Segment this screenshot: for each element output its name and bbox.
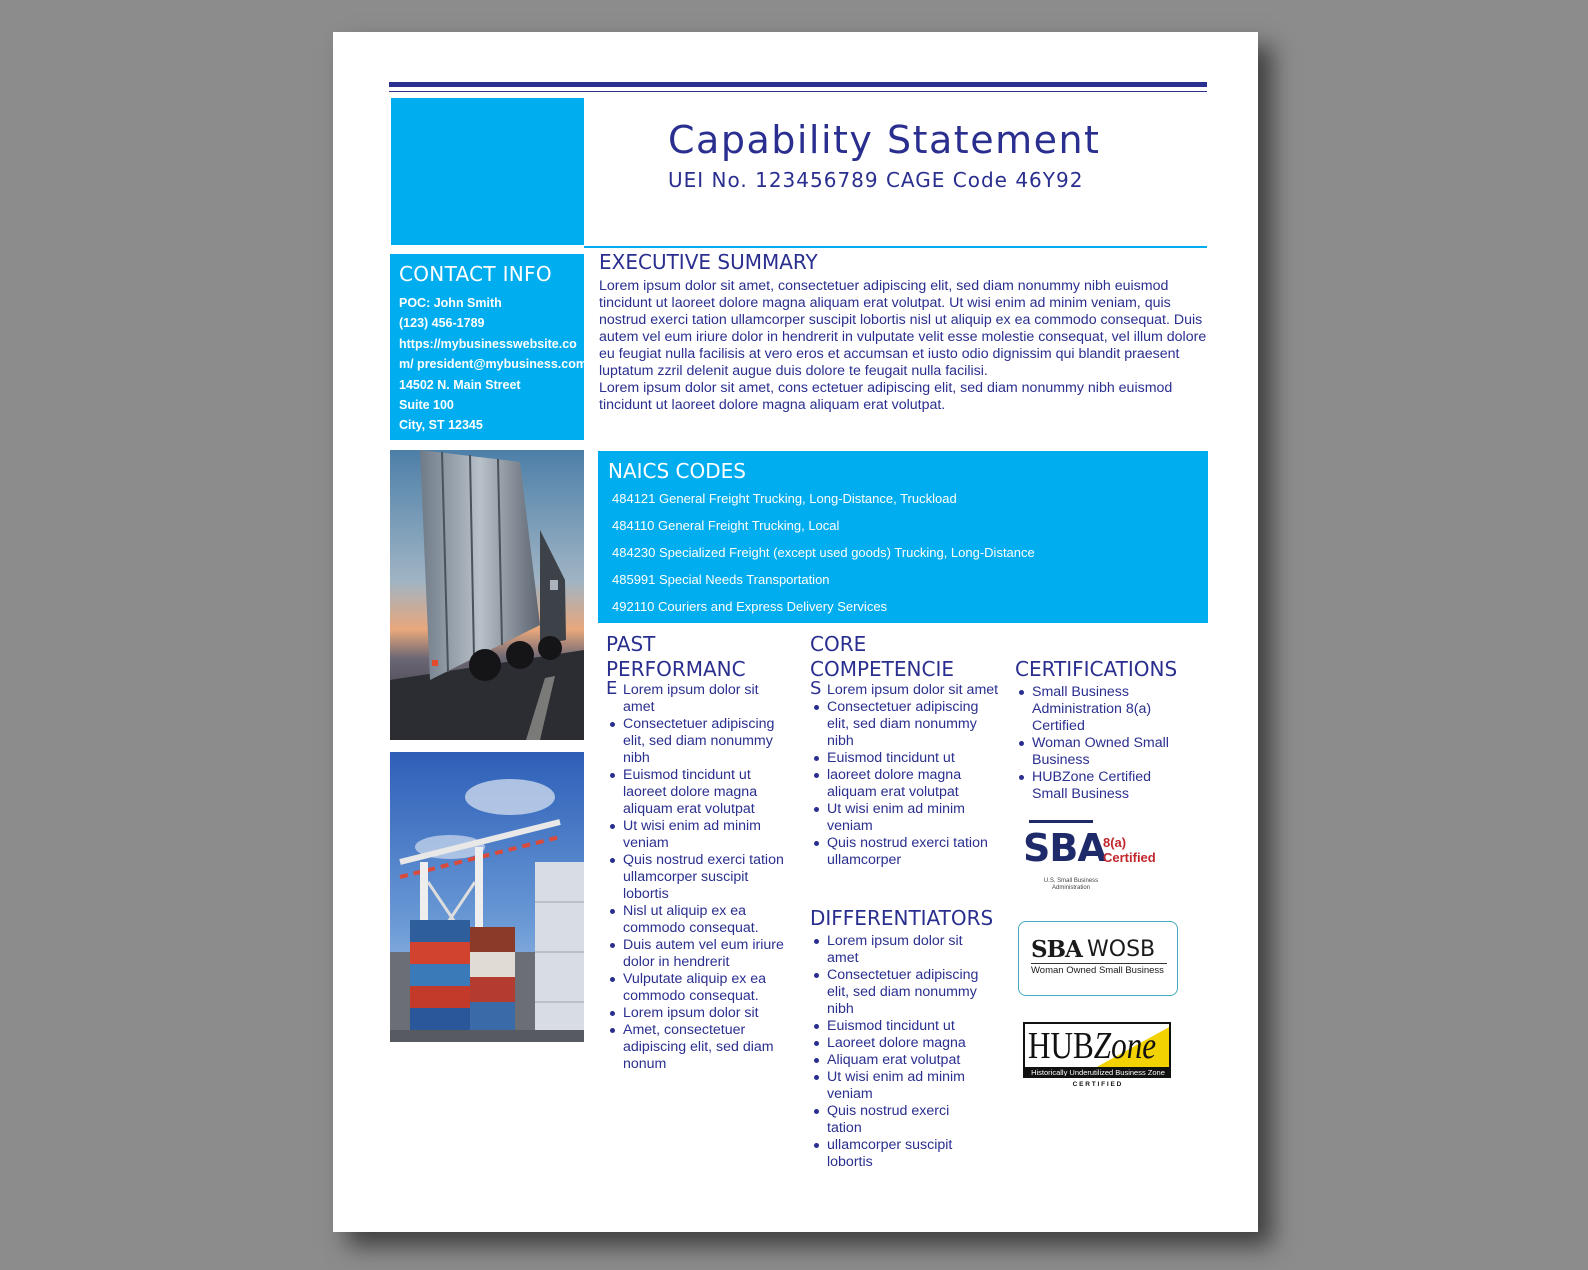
sba-8a-badge-line1: 8(a) bbox=[1103, 835, 1127, 850]
list-item: Amet, consectetuer adipiscing elit, sed diam nonum bbox=[606, 1022, 791, 1073]
list-item: Ut wisi enim ad minim veniam bbox=[606, 818, 791, 852]
certifications-list bbox=[1015, 684, 1200, 803]
contact-street: 14502 N. Main Street bbox=[399, 377, 521, 392]
list-item: laoreet dolore magna aliquam erat volutpat bbox=[810, 767, 1000, 801]
page-subtitle: UEI No. 123456789 CAGE Code 46Y92 bbox=[668, 168, 1084, 192]
sba-logo-mark: SBA bbox=[1023, 826, 1106, 870]
wosb-sba-mark: SBA bbox=[1031, 936, 1082, 963]
sba-8a-caption-line2: Administration bbox=[1051, 885, 1090, 891]
core-competencies-heading-line2: COMPETENCIE bbox=[810, 657, 954, 681]
sba-8a-certified-logo bbox=[1023, 820, 1173, 910]
list-item: Euismod tincidunt ut bbox=[810, 1018, 1010, 1035]
page-title: Capability Statement bbox=[668, 118, 1101, 162]
naics-code: 484121 General Freight Trucking, Long-Distance, Truckload bbox=[612, 491, 957, 506]
list-item: Laoreet dolore magna bbox=[810, 1035, 1010, 1052]
past-performance-heading-line2: PERFORMANC bbox=[606, 657, 746, 681]
hubzone-frame bbox=[1023, 1022, 1171, 1078]
sba-8a-caption-line1: U.S. Small Business bbox=[1043, 878, 1099, 884]
list-item: Quis nostrud exerci tation ullamcorper suscipit lobortis bbox=[606, 852, 791, 903]
naics-code: 485991 Special Needs Transportation bbox=[612, 572, 830, 587]
past-performance-heading-line1: PAST bbox=[606, 632, 656, 656]
list-item: Consectetuer adipiscing elit, sed diam nonummy nibh bbox=[606, 716, 791, 767]
sba-8a-badge-line2: Certified bbox=[1103, 850, 1156, 865]
capability-statement-page bbox=[333, 32, 1258, 1232]
past-performance-heading bbox=[606, 632, 791, 682]
naics-code: 484110 General Freight Trucking, Local bbox=[612, 518, 840, 533]
list-item: Small Business Administration 8(a) Certified bbox=[1015, 684, 1200, 735]
core-competencies-first-item bbox=[810, 678, 1000, 699]
executive-summary-paragraph: Lorem ipsum dolor sit amet, cons ectetuer adipiscing elit, sed diam nonummy nibh euismod tincidunt ut laoreet dolore magna aliquam erat volutpat. bbox=[599, 380, 1173, 413]
hubzone-certified-label: C E R T I F I E D bbox=[1072, 1081, 1122, 1088]
list-item: HUBZone Certified Small Business bbox=[1015, 769, 1200, 803]
wosb-divider bbox=[1031, 963, 1167, 964]
naics-code: 484230 Specialized Freight (except used goods) Trucking, Long-Distance bbox=[612, 545, 1035, 560]
executive-summary-paragraph: Lorem ipsum dolor sit amet, consectetuer adipiscing elit, sed diam nonummy nibh euismod tincidunt ut laoreet dolore magna aliquam erat volutpat. Ut wisi enim ad minim veniam, quis nostrud exerci tation ullamcorper suscipit lobortis nisl ut aliquip ex ea commodo consequat. Duis autem vel eum iriure dolor in hendrerit in vulputate velit esse molestie consequat, vel illum dolore eu feugiat nulla facilisis at vero eros et accumsan et iusto odio dignissim qui blandit praesent luptatum zzril delenit augue duis dolore te feugait nulla facilisi. bbox=[599, 278, 1207, 379]
core-competencies-section bbox=[810, 632, 1000, 869]
sba-logo-bar bbox=[1029, 820, 1093, 823]
list-item-text: Lorem ipsum dolor sit amet bbox=[827, 682, 999, 698]
hubzone-certified-logo bbox=[1023, 1022, 1173, 1092]
hubzone-mark bbox=[1028, 1026, 1156, 1066]
port-photo bbox=[390, 752, 584, 1042]
truck-photo bbox=[390, 450, 584, 740]
executive-summary-body bbox=[599, 278, 1219, 414]
list-item-text: Lorem ipsum dolor sit amet bbox=[623, 682, 759, 715]
core-competencies-glyph: S bbox=[810, 678, 822, 699]
list-item: Quis nostrud exerci tation ullamcorper bbox=[810, 835, 1000, 869]
list-item: Quis nostrud exerci tation bbox=[810, 1103, 1010, 1137]
naics-code: 492110 Couriers and Express Delivery Services bbox=[612, 599, 888, 614]
list-item: Ut wisi enim ad minim veniam bbox=[810, 1069, 1010, 1103]
core-competencies-heading-line1: CORE bbox=[810, 632, 867, 656]
list-item: Consectetuer adipiscing elit, sed diam nonummy nibh bbox=[810, 699, 1000, 750]
certifications-section bbox=[1015, 657, 1200, 803]
core-competencies-list bbox=[810, 699, 1000, 869]
hubzone-mark-zone: Zone bbox=[1093, 1025, 1157, 1067]
list-item: Euismod tincidunt ut laoreet dolore magna aliquam erat volutpat bbox=[606, 767, 791, 818]
wosb-caption: Woman Owned Small Business bbox=[1031, 965, 1164, 976]
list-item: Lorem ipsum dolor sit bbox=[606, 1005, 791, 1022]
executive-summary-heading: EXECUTIVE SUMMARY bbox=[599, 250, 818, 274]
certifications-heading: CERTIFICATIONS bbox=[1015, 657, 1178, 681]
header-rule-thick bbox=[389, 82, 1207, 87]
contact-phone: (123) 456-1789 bbox=[399, 316, 485, 331]
contact-poc: POC: John Smith bbox=[399, 296, 502, 310]
list-item: ullamcorper suscipit lobortis bbox=[810, 1137, 1010, 1171]
list-item: Euismod tincidunt ut bbox=[810, 750, 1000, 767]
contact-email[interactable]: m/ president@mybusiness.com bbox=[399, 357, 587, 372]
list-item: Duis autem vel eum iriure dolor in hendrerit bbox=[606, 937, 791, 971]
differentiators-list bbox=[810, 933, 1010, 1171]
contact-website[interactable]: https://mybusinesswebsite.co bbox=[399, 336, 577, 351]
sba-8a-badge bbox=[1103, 835, 1156, 865]
list-item: Vulputate aliquip ex ea commodo consequat. bbox=[606, 971, 791, 1005]
past-performance-first-item bbox=[606, 678, 791, 716]
sba-wosb-logo bbox=[1018, 921, 1178, 996]
list-item: Lorem ipsum dolor sit amet bbox=[810, 933, 1010, 967]
list-item: Aliquam erat volutpat bbox=[810, 1052, 1010, 1069]
logo-placeholder-box bbox=[391, 98, 584, 245]
contact-city: City, ST 12345 bbox=[399, 418, 483, 433]
hubzone-caption: Historically Underutilized Business Zone bbox=[1025, 1067, 1171, 1078]
naics-panel bbox=[598, 451, 1208, 623]
naics-heading: NAICS CODES bbox=[608, 459, 746, 483]
header-rule-thin bbox=[389, 91, 1207, 92]
truck-illustration bbox=[390, 450, 584, 740]
differentiators-heading: DIFFERENTIATORS bbox=[810, 906, 994, 930]
past-performance-glyph: E bbox=[606, 678, 618, 699]
past-performance-list bbox=[606, 716, 791, 1073]
list-item: Consectetuer adipiscing elit, sed diam nonummy nibh bbox=[810, 967, 1010, 1018]
header-underline bbox=[584, 246, 1207, 248]
list-item: Woman Owned Small Business bbox=[1015, 735, 1200, 769]
sba-8a-caption bbox=[1031, 878, 1111, 892]
port-illustration bbox=[390, 752, 584, 1042]
list-item: Nisl ut aliquip ex ea commodo consequat. bbox=[606, 903, 791, 937]
past-performance-section bbox=[606, 632, 791, 1073]
differentiators-section bbox=[810, 906, 1010, 1171]
contact-info-panel bbox=[390, 254, 587, 440]
list-item: Ut wisi enim ad minim veniam bbox=[810, 801, 1000, 835]
wosb-label: WOSB bbox=[1087, 937, 1156, 962]
contact-heading: CONTACT INFO bbox=[399, 262, 552, 286]
hubzone-mark-hub: HUB bbox=[1028, 1025, 1094, 1067]
contact-suite: Suite 100 bbox=[399, 398, 454, 413]
core-competencies-heading bbox=[810, 632, 1000, 682]
